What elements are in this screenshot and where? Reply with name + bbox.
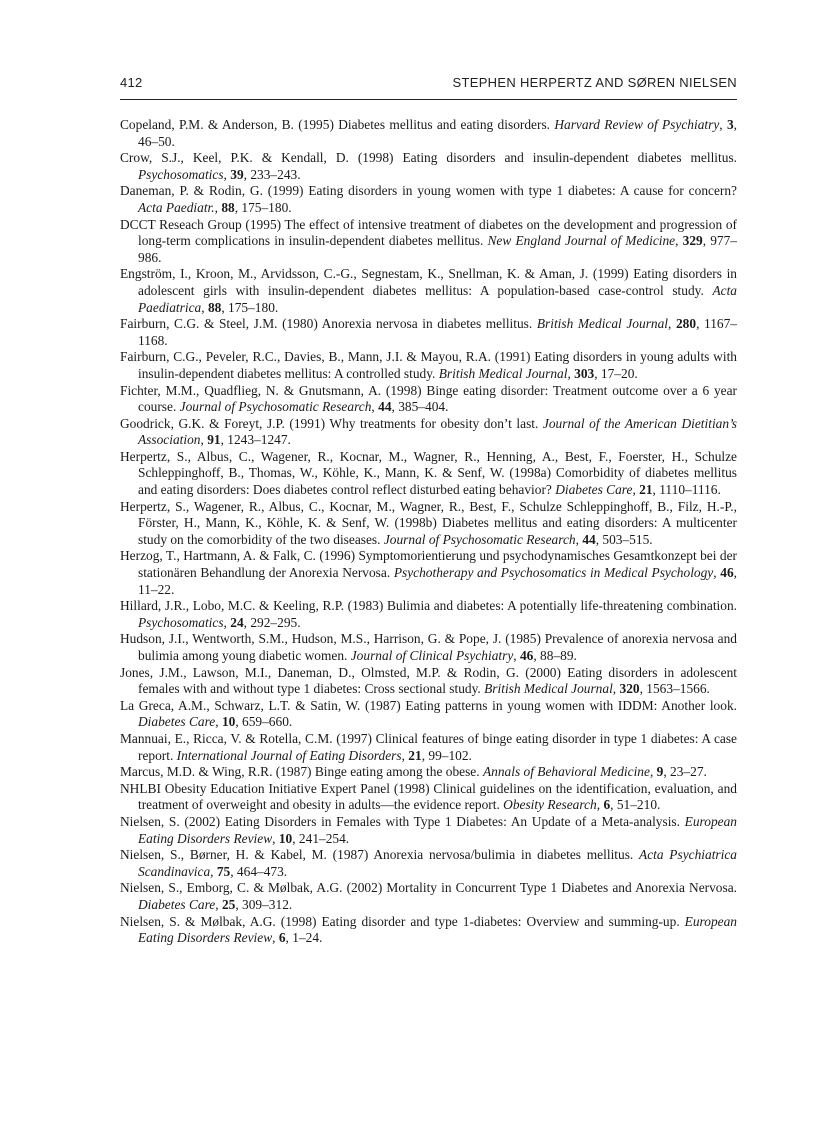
reference-text: Fairburn, C.G., Peveler, R.C., Davies, B., Mann, J.I. & Mayou, R.A. (1991) Eating disorders in young adults with insulin-dependent diabetes mellitus: A controlled study. [120, 349, 737, 381]
reference-volume: 6 [278, 930, 286, 946]
reference-journal: Diabetes Care [555, 482, 633, 498]
reference-journal: Psychosomatics [138, 166, 224, 182]
reference-text: Herzog, T., Hartmann, A. & Falk, C. (1996) Symptomorientierung und psychodynamisches Gesamtkonzept bei der stationären Behandlung der Anorexia Nervosa. [120, 548, 737, 581]
reference-entry [120, 217, 737, 267]
reference-separator: , [575, 531, 583, 547]
reference-text: Fairburn, C.G. & Steel, J.M. (1980) Anorexia nervosa in diabetes mellitus. [120, 316, 537, 332]
reference-text: Nielsen, S. & Mølbak, A.G. (1998) Eating disorder and type 1-diabetes: Overview and summing-up. [120, 913, 685, 929]
reference-separator: , [675, 233, 683, 249]
reference-pages: , 292–295. [243, 614, 301, 630]
reference-journal: Journal of Psychosomatic Research [179, 399, 372, 415]
reference-volume: 88 [207, 299, 222, 315]
reference-entry [120, 880, 737, 913]
reference-pages: , 11–22. [138, 565, 737, 597]
running-head [120, 75, 737, 97]
reference-pages: , 464–473. [230, 863, 288, 879]
reference-volume: 25 [221, 896, 236, 912]
reference-separator: , [596, 797, 604, 813]
reference-separator: , [200, 432, 208, 448]
reference-pages: , 241–254. [292, 830, 350, 846]
reference-journal: Journal of Clinical Psychiatry [350, 648, 514, 663]
reference-volume: 10 [278, 830, 293, 846]
reference-pages: , 51–210. [610, 797, 661, 813]
reference-journal: British Medical Journal [484, 681, 613, 697]
reference-text: Hillard, J.R., Lobo, M.C. & Keeling, R.P. (1983) Bulimia and diabetes: A potentially life-threatening combination. [120, 598, 737, 614]
reference-entry [120, 814, 737, 847]
reference-volume: 10 [221, 714, 236, 730]
reference-journal: Acta Psychiatrica Scandinavica [138, 847, 737, 879]
reference-entry [120, 316, 737, 349]
reference-separator: , [371, 399, 379, 415]
reference-volume: 39 [230, 166, 244, 182]
reference-separator: , [513, 648, 520, 663]
reference-pages: , 17–20. [594, 365, 638, 381]
reference-separator: , [201, 299, 208, 315]
reference-pages: , 977–986. [138, 233, 738, 265]
reference-separator: , [215, 896, 222, 912]
reference-entry [120, 548, 737, 598]
reference-separator: , [401, 747, 409, 763]
reference-volume: 21 [408, 747, 422, 763]
reference-text: Copeland, P.M. & Anderson, B. (1995) Diabetes mellitus and eating disorders. [120, 117, 555, 132]
reference-pages: , 23–27. [663, 764, 707, 780]
reference-text: Herpertz, S., Albus, C., Wagener, R., Kocnar, M., Wagner, R., Henning, A., Best, F., Foerster, H., Schulze Schleppinghoff, B., Thomas, W., Köhle, K., Mann, K. & Senf, W. (1998a) Comorbidity of diabetes mellitus and eating disorders: Does diabetes control reflect disturbed eating behavior? [120, 448, 737, 498]
reference-pages: , 503–515. [595, 531, 653, 547]
reference-text: Marcus, M.D. & Wing, R.R. (1987) Binge eating among the obese. [120, 764, 483, 780]
reference-journal: British Medical Journal [438, 365, 568, 381]
reference-text: DCCT Reseach Group (1995) The effect of intensive treatment of diabetes on the development and progression of long-term complications in insulin-dependent diabetes mellitus. [120, 216, 737, 249]
reference-journal: Journal of the American Dietitian’s Association [138, 415, 737, 448]
reference-volume: 280 [675, 316, 697, 332]
reference-entry [120, 183, 737, 216]
reference-text: NHLBI Obesity Education Initiative Expert Panel (1998) Clinical guidelines on the identification, evaluation, and treatment of overweight and obesity in adults—the evidence report. [120, 780, 737, 813]
reference-text: Crow, S.J., Keel, P.K. & Kendall, D. (1998) Eating disorders and insulin-dependent diabetes mellitus. [120, 150, 737, 166]
reference-separator: , [223, 614, 231, 630]
reference-entry [120, 449, 737, 499]
reference-separator: , [215, 714, 222, 730]
reference-text: Mannuai, E., Ricca, V. & Rotella, C.M. (1997) Clinical features of binge eating disorder in type 1 diabetes: A case report. [120, 730, 737, 763]
reference-text: Nielsen, S., Emborg, C. & Mølbak, A.G. (2002) Mortality in Concurrent Type 1 Diabetes and Anorexia Nervosa. [120, 880, 737, 896]
reference-volume: 88 [221, 199, 235, 215]
reference-separator: , [567, 365, 575, 381]
reference-text: La Greca, A.M., Schwarz, L.T. & Satin, W. (1987) Eating patterns in young women with IDDM: Another look. [120, 697, 737, 713]
reference-text: Engström, I., Kroon, M., Arvidsson, C.-G., Segnestam, K., Snellman, K. & Aman, J. (1999) Eating disorders in adolescent girls with insulin-dependent diabetes mellitus: A population-based case-control study. [120, 266, 737, 298]
reference-journal: British Medical Journal [536, 316, 669, 332]
running-head-authors: STEPHEN HERPERTZ AND SØREN NIELSEN [452, 75, 737, 90]
reference-text: Nielsen, S. (2002) Eating Disorders in Females with Type 1 Diabetes: An Update of a Meta-analysis. [120, 813, 685, 829]
reference-volume: 21 [639, 482, 653, 498]
reference-entry [120, 117, 737, 150]
reference-entry [120, 698, 737, 731]
reference-volume: 44 [378, 399, 392, 415]
reference-entry [120, 383, 737, 416]
reference-pages: , 1–24. [285, 930, 323, 946]
reference-journal: International Journal of Eating Disorders [176, 747, 402, 763]
reference-journal: Acta Paediatr. [138, 199, 215, 215]
reference-volume: 6 [603, 797, 611, 813]
reference-pages: , 88–89. [533, 648, 577, 663]
reference-journal: Diabetes Care [138, 714, 216, 730]
reference-list [120, 117, 737, 947]
reference-separator: , [223, 166, 231, 182]
reference-journal: New England Journal of Medicine [487, 233, 676, 249]
reference-entry [120, 914, 737, 947]
reference-entry [120, 764, 737, 781]
reference-journal: European Eating Disorders Review [138, 813, 737, 846]
reference-separator: , [713, 565, 721, 581]
reference-volume: 46 [519, 648, 534, 663]
reference-volume: 303 [574, 365, 595, 381]
reference-entry [120, 781, 737, 814]
reference-entry [120, 416, 737, 449]
reference-entry [120, 499, 737, 549]
reference-separator: , [668, 316, 676, 332]
reference-entry [120, 731, 737, 764]
reference-separator: , [649, 764, 657, 780]
reference-journal: Psychotherapy and Psychosomatics in Medical Psychology [393, 565, 714, 581]
reference-entry [120, 598, 737, 631]
reference-text: Hudson, J.I., Wentworth, S.M., Hudson, M.S., Harrison, G. & Pope, J. (1985) Prevalence of anorexia nervosa and bulimia among young diabetic women. [120, 631, 737, 663]
reference-entry [120, 150, 737, 183]
reference-volume: 24 [230, 614, 244, 630]
reference-journal: Annals of Behavioral Medicine [482, 764, 650, 780]
reference-journal: Journal of Psychosomatic Research [383, 531, 576, 547]
reference-pages: , 1243–1247. [220, 432, 291, 448]
reference-journal: European Eating Disorders Review [138, 913, 737, 946]
reference-journal: Obesity Research [503, 797, 597, 813]
reference-volume: 329 [682, 233, 703, 249]
reference-text: Herpertz, S., Wagener, R., Albus, C., Kocnar, M., Wagner, R., Best, F., Schulze Schleppinghoff, B., Filz, H.-P., Förster, H., Mann, K., Köhle, K. & Senf, W. (1998b) Diabetes mellitus and eating disorders: A multicenter study on the comorbidity of the two diseases. [120, 498, 737, 547]
reference-pages: , 309–312. [235, 896, 293, 912]
reference-pages: , 1563–1566. [639, 681, 710, 697]
reference-pages: , 1167–1168. [138, 316, 737, 348]
reference-entry [120, 665, 737, 698]
reference-text: Goodrick, G.K. & Foreyt, J.P. (1991) Why treatments for obesity don’t last. [120, 415, 543, 431]
reference-volume: 91 [207, 432, 221, 448]
reference-entry [120, 631, 737, 664]
reference-text: Daneman, P. & Rodin, G. (1999) Eating disorders in young women with type 1 diabetes: A cause for concern? [120, 183, 737, 199]
reference-journal: Harvard Review of Psychiatry [554, 117, 720, 132]
reference-text: Nielsen, S., Børner, H. & Kabel, M. (1987) Anorexia nervosa/bulimia in diabetes mellitus. [120, 847, 640, 863]
header-rule [120, 99, 737, 100]
reference-separator: , [719, 117, 727, 132]
reference-volume: 320 [619, 681, 640, 697]
reference-volume: 3 [726, 117, 734, 132]
reference-journal: Psychosomatics [138, 614, 224, 630]
reference-pages: , 46–50. [138, 117, 737, 149]
reference-entry [120, 847, 737, 880]
reference-pages: , 385–404. [391, 399, 449, 415]
reference-separator: , [632, 482, 640, 498]
reference-volume: 46 [720, 565, 734, 581]
reference-pages: , 99–102. [421, 747, 472, 763]
reference-entry [120, 266, 737, 316]
reference-entry [120, 349, 737, 382]
reference-volume: 9 [656, 764, 664, 780]
reference-journal: Acta Paediatrica [138, 282, 737, 315]
reference-separator: , [272, 830, 279, 846]
reference-separator: , [612, 681, 620, 697]
reference-journal: Diabetes Care [138, 896, 216, 912]
reference-separator: , [214, 199, 222, 215]
reference-pages: , 175–180. [221, 299, 279, 315]
reference-pages: , 233–243. [243, 166, 301, 182]
reference-volume: 44 [582, 531, 596, 547]
reference-text: Fichter, M.M., Quadflieg, N. & Gnutsmann, A. (1998) Binge eating disorder: Treatment outcome over a 6 year course. [120, 382, 737, 415]
reference-volume: 75 [216, 863, 231, 879]
reference-pages: , 1110–1116. [652, 482, 721, 498]
reference-pages: , 659–660. [235, 714, 293, 730]
page-number: 412 [120, 75, 143, 90]
reference-separator: , [272, 930, 279, 946]
reference-separator: , [210, 863, 217, 879]
reference-text: Jones, J.M., Lawson, M.I., Daneman, D., Olmsted, M.P. & Rodin, G. (2000) Eating disorders in adolescent females with and without type 1 diabetes: Cross sectional study. [120, 664, 737, 697]
reference-pages: , 175–180. [234, 199, 292, 215]
